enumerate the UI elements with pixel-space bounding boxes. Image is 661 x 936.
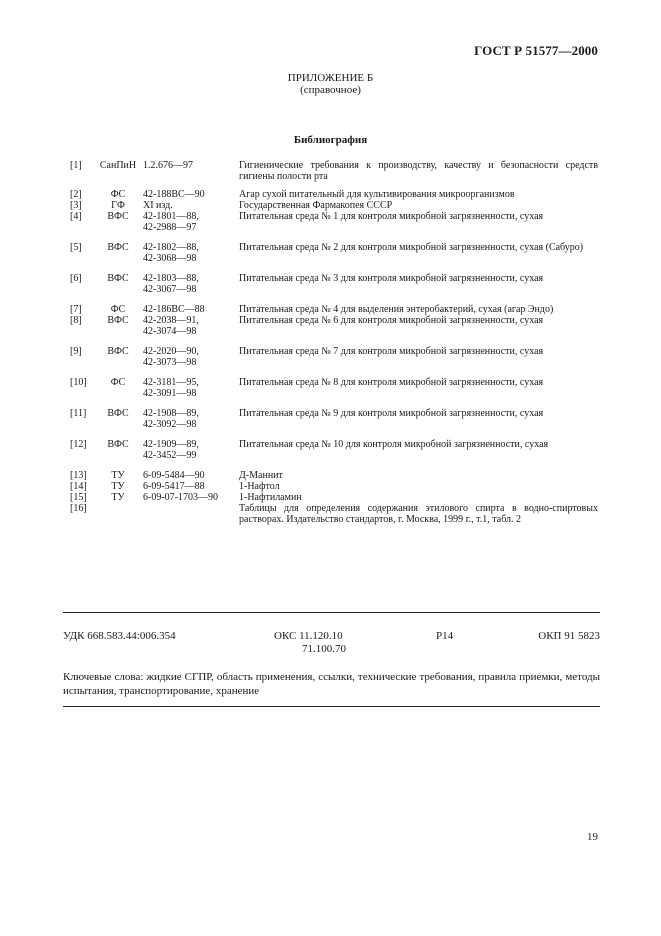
reference-number: [12] — [70, 439, 87, 450]
reference-code: 6-09-07-1703—90 — [143, 492, 218, 503]
reference-code: 1.2.676—97 — [143, 160, 193, 171]
reference-codes — [143, 160, 238, 171]
reference-number: [15] — [70, 492, 87, 503]
reference-number: [9] — [70, 346, 82, 357]
reference-codes — [143, 439, 238, 461]
reference-doc-type: ВФС — [107, 408, 129, 419]
reference-code: 42-3067—98 — [143, 284, 197, 295]
page-number: 19 — [587, 831, 598, 843]
bibliography-list — [70, 160, 598, 525]
reference-row — [70, 211, 598, 233]
reference-number: [8] — [70, 315, 82, 326]
reference-title: Питательная среда № 10 для контроля микробной загрязненности, сухая — [239, 439, 549, 450]
reference-doc-type: ВФС — [107, 273, 129, 284]
reference-number: [11] — [70, 408, 87, 419]
reference-codes — [143, 408, 238, 430]
reference-code: 42-188ВС—90 — [143, 189, 205, 200]
document-id: ГОСТ Р 51577—2000 — [474, 43, 598, 58]
reference-title: 1-Нафтиламин — [239, 492, 302, 503]
reference-row — [70, 315, 598, 337]
reference-doc-type: СанПиН — [99, 160, 137, 171]
reference-title: Питательная среда № 6 для контроля микробной загрязненности, сухая — [239, 315, 544, 326]
oks-code-primary: ОКС 11.120.10 — [274, 630, 343, 642]
reference-row — [70, 377, 598, 399]
reference-number: [2] — [70, 189, 82, 200]
reference-code: 42-1908—89, — [143, 408, 199, 419]
reference-doc-type: ГФ — [111, 200, 125, 211]
reference-codes — [143, 200, 238, 211]
reference-title: Агар сухой питательный для культивирования микроорганизмов — [239, 189, 515, 200]
reference-row — [70, 160, 598, 182]
reference-row — [70, 492, 598, 503]
reference-row — [70, 408, 598, 430]
reference-codes — [143, 346, 238, 368]
reference-number: [3] — [70, 200, 82, 211]
reference-code: 42-3068—98 — [143, 253, 197, 264]
reference-doc-type: ВФС — [107, 242, 129, 253]
reference-doc-type: ФС — [110, 304, 126, 315]
reference-codes — [143, 242, 238, 264]
reference-codes — [143, 492, 238, 503]
reference-code: 42-3452—99 — [143, 450, 197, 461]
reference-title: Питательная среда № 7 для контроля микробной загрязненности, сухая — [239, 346, 544, 357]
reference-number: [16] — [70, 503, 87, 514]
reference-number: [1] — [70, 160, 82, 171]
reference-code: 42-3091—98 — [143, 388, 197, 399]
divider-top — [63, 612, 600, 613]
reference-code: 42-2988—97 — [143, 222, 197, 233]
reference-row — [70, 439, 598, 461]
reference-title: Питательная среда № 8 для контроля микробной загрязненности, сухая — [239, 377, 544, 388]
reference-code: 42-3181—95, — [143, 377, 199, 388]
reference-doc-type: ТУ — [111, 481, 125, 492]
reference-number: [4] — [70, 211, 82, 222]
oks-codes — [274, 630, 346, 656]
reference-doc-type: ВФС — [107, 439, 129, 450]
reference-title: Государственная Фармакопея СССР — [239, 200, 393, 211]
appendix-title: ПРИЛОЖЕНИЕ Б — [287, 72, 374, 84]
reference-row — [70, 470, 598, 481]
reference-codes — [143, 211, 238, 233]
reference-codes — [143, 273, 238, 295]
reference-title: Питательная среда № 1 для контроля микробной загрязненности, сухая — [239, 211, 544, 222]
reference-row — [70, 200, 598, 211]
reference-code: 42-2020—90, — [143, 346, 199, 357]
keywords-text: Ключевые слова: жидкие СГПР, область применения, ссылки, технические требования, правила приемки, методы испытания, транспортирование, хранение — [63, 671, 600, 697]
appendix-heading — [0, 72, 661, 96]
reference-doc-type: ВФС — [107, 346, 129, 357]
reference-code: XI изд. — [143, 200, 173, 211]
reference-row — [70, 189, 598, 200]
reference-title: Питательная среда № 9 для контроля микробной загрязненности, сухая — [239, 408, 544, 419]
reference-row — [70, 503, 598, 525]
reference-code: 42-1803—88, — [143, 273, 199, 284]
reference-doc-type: ТУ — [111, 470, 125, 481]
reference-row — [70, 346, 598, 368]
reference-title: Гигиенические требования к производству, качеству и безопасности средств гигиены полости рта — [239, 160, 598, 182]
reference-codes — [143, 377, 238, 399]
reference-code: 42-1801—88, — [143, 211, 199, 222]
reference-code: 42-3074—98 — [143, 326, 197, 337]
reference-doc-type: ВФС — [107, 315, 129, 326]
reference-code: 6-09-5417—88 — [143, 481, 205, 492]
reference-number: [10] — [70, 377, 87, 388]
reference-title: Таблицы для определения содержания этилового спирта в водно-спиртовых растворах. Издательство стандартов, г. Москва, 1999 г., т.1, табл. 2 — [239, 503, 598, 525]
reference-title: 1-Нафтол — [239, 481, 280, 492]
bibliography-title: Библиография — [293, 134, 368, 146]
reference-code: 42-3092—98 — [143, 419, 197, 430]
reference-row — [70, 242, 598, 264]
reference-row — [70, 304, 598, 315]
oks-code-secondary: 71.100.70 — [302, 643, 346, 655]
reference-code: 42-2038—91, — [143, 315, 199, 326]
reference-doc-type: ТУ — [111, 492, 125, 503]
reference-doc-type: ВФС — [107, 211, 129, 222]
reference-code: 42-186ВС—88 — [143, 304, 205, 315]
reference-number: [7] — [70, 304, 82, 315]
reference-codes — [143, 470, 238, 481]
reference-number: [14] — [70, 481, 87, 492]
reference-number: [5] — [70, 242, 82, 253]
divider-bottom — [63, 706, 600, 707]
reference-row — [70, 481, 598, 492]
reference-number: [6] — [70, 273, 82, 284]
udk-code: УДК 668.583.44:006.354 — [63, 630, 176, 642]
reference-doc-type: ФС — [110, 189, 126, 200]
appendix-subtitle: (справочное) — [300, 84, 361, 96]
p-code: Р14 — [436, 630, 454, 642]
reference-code: 42-3073—98 — [143, 357, 197, 368]
reference-number: [13] — [70, 470, 87, 481]
reference-code: 42-1802—88, — [143, 242, 199, 253]
reference-codes — [143, 481, 238, 492]
reference-doc-type: ФС — [110, 377, 126, 388]
reference-title: Питательная среда № 3 для контроля микробной загрязненности, сухая — [239, 273, 544, 284]
reference-title: Питательная среда № 2 для контроля микробной загрязненности, сухая (Сабуро) — [239, 242, 584, 253]
okp-code: ОКП 91 5823 — [538, 630, 600, 642]
reference-codes — [143, 189, 238, 200]
reference-codes — [143, 304, 238, 315]
reference-row — [70, 273, 598, 295]
reference-title: Д-Маннит — [239, 470, 283, 481]
reference-code: 6-09-5484—90 — [143, 470, 205, 481]
reference-codes — [143, 315, 238, 337]
reference-code: 42-1909—89, — [143, 439, 199, 450]
reference-title: Питательная среда № 4 для выделения энтеробактерий, сухая (агар Эндо) — [239, 304, 554, 315]
